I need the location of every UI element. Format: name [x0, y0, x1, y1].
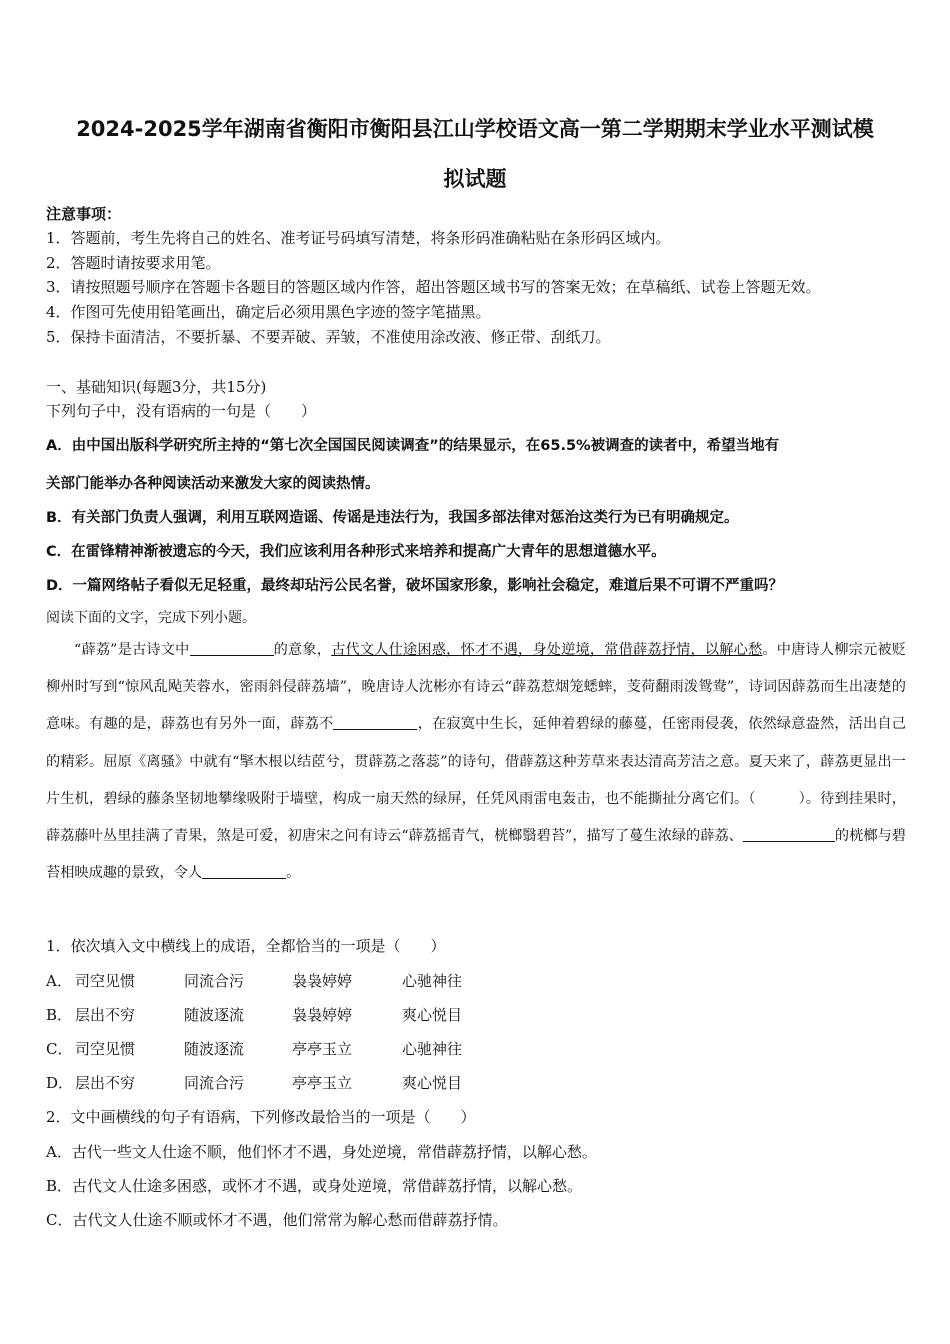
q1-option-word: 同流合污	[184, 1074, 245, 1092]
notice-item: 4．作图可先使用铅笔画出，确定后必须用黑色字迹的签字笔描黑。	[46, 303, 491, 321]
q1-option-word: 随波逐流	[184, 1006, 245, 1024]
q1-option-word: 心驰神往	[402, 1040, 463, 1058]
q1-option-word: 同流合污	[184, 972, 245, 990]
q1-option-word: 亭亭玉立	[292, 1040, 353, 1058]
option-d: D．一篇网络帖子看似无足轻重，最终却玷污公民名誉，破坏国家形象，影响社会稳定，难道后果不可谓不严重吗？	[46, 578, 784, 594]
option-c: C．在雷锋精神渐被遗忘的今天，我们应该利用各种形式来培养和提高广大青年的思想道德水平。	[46, 544, 666, 560]
exam-title-line1: 2024-2025学年湖南省衡阳市衡阳县江山学校语文高一第二学期期末学业水平测试模	[76, 117, 874, 141]
reading-passage	[46, 632, 906, 892]
notice-item: 1．答题前，考生先将自己的姓名、准考证号码填写清楚，将条形码准确粘贴在条形码区域内。	[46, 229, 671, 247]
option-b: B．有关部门负责人强调，利用互联网造谣、传谣是违法行为，我国多部法律对惩治这类行为已有明确规定。	[46, 510, 739, 526]
q1-option-word: 心驰神往	[402, 972, 463, 990]
passage-text: 。中唐诗人柳宗元被贬柳州时写到“惊风乱飐芙蓉水，密雨斜侵薜荔墙”，晚唐诗人沈彬亦有诗云“薜荔惹烟笼蟋蟀，芰荷翻雨泼鸳鸯”，诗词因薜荔而生出凄楚的意味。有趣的是，薜荔也有另外一面，薜荔不	[46, 642, 906, 733]
q1-option-word: 袅袅婷婷	[292, 1006, 353, 1024]
option-a-line1: A．由中国出版科学研究所主持的“第七次全国国民阅读调查”的结果显示，在65.5%被调查的读者中，希望当地有	[46, 438, 780, 454]
exam-title-line2: 拟试题	[443, 167, 507, 191]
q1-option-word: 司空见惯	[75, 972, 136, 990]
q1-option-word: 袅袅婷婷	[292, 972, 353, 990]
question-stem: 下列句子中，没有语病的一句是（ ）	[46, 402, 317, 420]
notice-heading: 注意事项：	[46, 205, 122, 223]
option-a-line2: 关部门能举办各种阅读活动来激发大家的阅读热情。	[46, 476, 380, 492]
q1-option-word: 司空见惯	[75, 1040, 136, 1058]
q1-option-word: 层出不穷	[75, 1006, 136, 1024]
passage-text: 的桄榔与碧苔相映成趣的景致，令人	[46, 828, 906, 882]
q1-stem: 1．依次填入文中横线上的成语，全都恰当的一项是（ ）	[46, 937, 446, 955]
q1-option-label: A．	[46, 972, 72, 990]
section-heading: 一、基础知识(每题3分，共15分)	[46, 378, 267, 396]
q1-option-label: C．	[46, 1040, 73, 1058]
passage-text: ，在寂寞中生长，延伸着碧绿的藤蔓，任密雨侵袭，依然绿意盎然，活出自己的精彩。屈原《离骚》中就有“掔木根以结茝兮，贯薜荔之落蕊”的诗句，借薜荔这种芳草来表达清高芳洁之意。夏天来了，薜荔更显出一片生机，碧绿的藤条坚韧地攀缘吸附于墙壁，构成一扇天然的绿屏，任凭风雨雷电轰击，也不能撕扯分离它们。（ ）。待到挂果时，薜荔藤叶丛里挂满了青果，煞是可爱，初唐宋之问有诗云“薜荔摇青气，桄榔翳碧苔”，描写了蔓生浓绿的薜荔、	[46, 716, 906, 845]
notice-item: 3．请按照题号顺序在答题卡各题目的答题区域内作答，超出答题区域书写的答案无效；在草稿纸、试卷上答题无效。	[46, 278, 821, 296]
passage-text: 。	[286, 865, 301, 882]
q1-option-word: 爽心悦目	[402, 1006, 463, 1024]
blank-1	[190, 641, 274, 656]
q1-option-word: 层出不穷	[75, 1074, 136, 1092]
blank-3	[743, 827, 835, 842]
blank-4	[202, 864, 286, 879]
q2-option: B．古代文人仕途多困惑，或怀才不遇，或身处逆境，常借薜荔抒情，以解心愁。	[46, 1177, 583, 1195]
q2-option: A．古代一些文人仕途不顺，他们怀才不遇，身处逆境，常借薜荔抒情，以解心愁。	[46, 1143, 597, 1161]
notice-item: 5．保持卡面清洁，不要折暴、不要弄破、弄皱，不准使用涂改液、修正带、刮纸刀。	[46, 328, 611, 346]
reading-intro: 阅读下面的文字，完成下列小题。	[46, 610, 256, 626]
q1-option-word: 亭亭玉立	[292, 1074, 353, 1092]
q1-option-label: D．	[46, 1074, 74, 1092]
q2-option: C．古代文人仕途不顺或怀才不遇，他们常常为解心愁而借薜荔抒情。	[46, 1211, 508, 1229]
q1-option-word: 随波逐流	[184, 1040, 245, 1058]
q2-stem: 2．文中画横线的句子有语病，下列修改最恰当的一项是（ ）	[46, 1108, 476, 1126]
notice-item: 2．答题时请按要求用笔。	[46, 254, 221, 272]
blank-2	[333, 715, 417, 730]
passage-text: 的意象，	[273, 642, 332, 658]
passage-text: “薜荔”是古诗文中	[74, 642, 190, 658]
q1-option-word: 爽心悦目	[402, 1074, 463, 1092]
q1-option-label: B．	[46, 1006, 73, 1024]
underlined-sentence: 古代文人仕途困惑，怀才不遇，身处逆境，常借薜荔抒情，以解心愁	[331, 642, 763, 658]
